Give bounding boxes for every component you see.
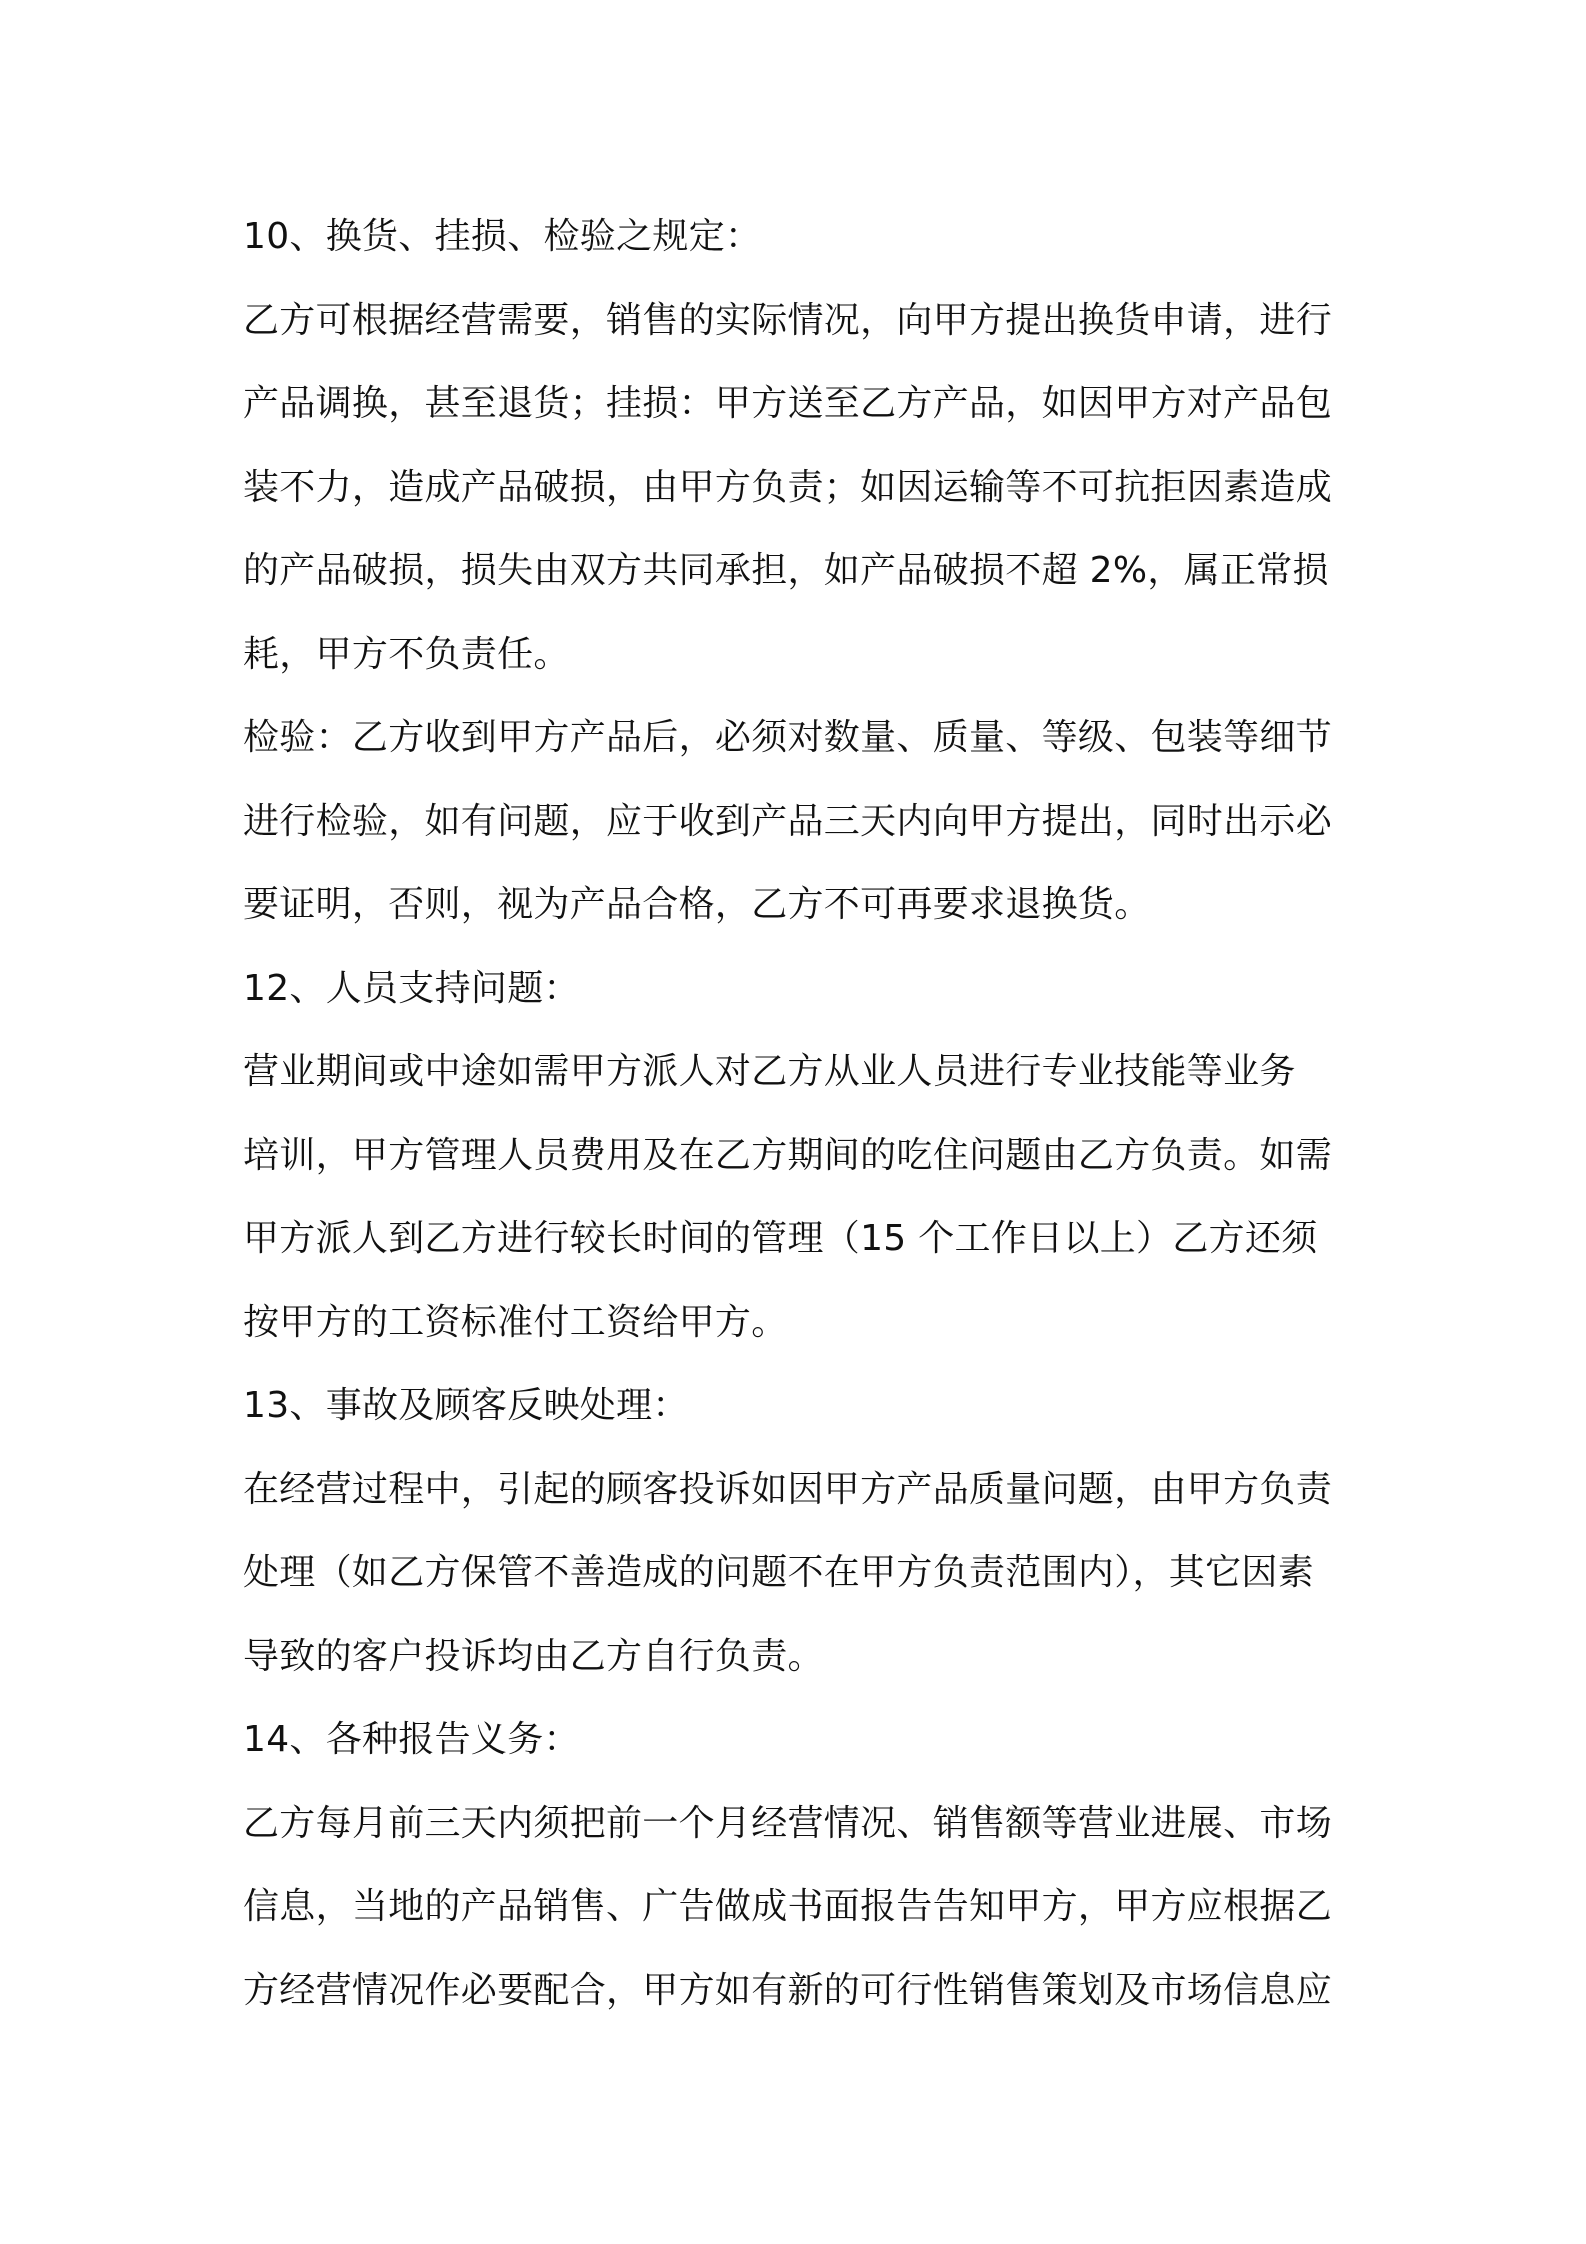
paragraph-heading-10 xyxy=(243,195,1368,279)
text-line: 导致的客户投诉均由乙方自行负责。 xyxy=(243,1635,824,1677)
text-line: 方经营情况作必要配合，甲方如有新的可行性销售策划及市场信息应 xyxy=(243,1969,1333,2011)
text-line: 甲方派人到乙方进行较长时间的管理（15 个工作日以上）乙方还须 xyxy=(243,1218,1318,1259)
paragraph-reporting xyxy=(243,1782,1368,2033)
text-line: 13、事故及顾客反映处理： xyxy=(243,1385,689,1426)
text-line: 10、换货、挂损、检验之规定： xyxy=(243,216,762,257)
text-line: 营业期间或中途如需甲方派人对乙方从业人员进行专业技能等业务 xyxy=(243,1051,1296,1092)
paragraph-heading-12 xyxy=(243,947,1368,1031)
text-line: 产品调换，甚至退货；挂损：甲方送至乙方产品，如因甲方对产品包 xyxy=(243,383,1333,424)
text-line: 检验：乙方收到甲方产品后，必须对数量、质量、等级、包装等细节 xyxy=(243,717,1333,758)
text-line: 在经营过程中，引起的顾客投诉如因甲方产品质量问题，由甲方负责 xyxy=(243,1468,1333,1510)
text-line: 处理（如乙方保管不善造成的问题不在甲方负责范围内），其它因素 xyxy=(243,1552,1315,1593)
paragraph-inspection xyxy=(243,696,1368,947)
text-line: 耗，甲方不负责任。 xyxy=(243,633,570,675)
text-line: 信息，当地的产品销售、广告做成书面报告告知甲方，甲方应根据乙 xyxy=(243,1886,1333,1927)
text-line: 乙方可根据经营需要，销售的实际情况，向甲方提出换货申请，进行 xyxy=(243,299,1333,341)
paragraph-exchange-and-damage xyxy=(243,279,1368,697)
text-line: 12、人员支持问题： xyxy=(243,967,580,1009)
text-line: 培训，甲方管理人员费用及在乙方期间的吃住问题由乙方负责。如需 xyxy=(243,1134,1333,1176)
text-line: 装不力，造成产品破损，由甲方负责；如因运输等不可抗拒因素造成 xyxy=(243,466,1333,508)
text-line: 进行检验，如有问题，应于收到产品三天内向甲方提出，同时出示必 xyxy=(243,800,1333,842)
paragraph-heading-14 xyxy=(243,1698,1368,1782)
text-line: 乙方每月前三天内须把前一个月经营情况、销售额等营业进展、市场 xyxy=(243,1802,1333,1844)
text-line: 要证明，否则，视为产品合格，乙方不可再要求退换货。 xyxy=(243,884,1151,925)
text-line: 14、各种报告义务： xyxy=(243,1719,580,1760)
paragraph-complaints xyxy=(243,1448,1368,1699)
paragraph-staff-support xyxy=(243,1030,1368,1364)
document-body xyxy=(243,195,1368,2032)
paragraph-heading-13 xyxy=(243,1364,1368,1448)
text-line: 的产品破损，损失由双方共同承担，如产品破损不超 2%，属正常损 xyxy=(243,550,1329,591)
text-line: 按甲方的工资标准付工资给甲方。 xyxy=(243,1301,788,1343)
